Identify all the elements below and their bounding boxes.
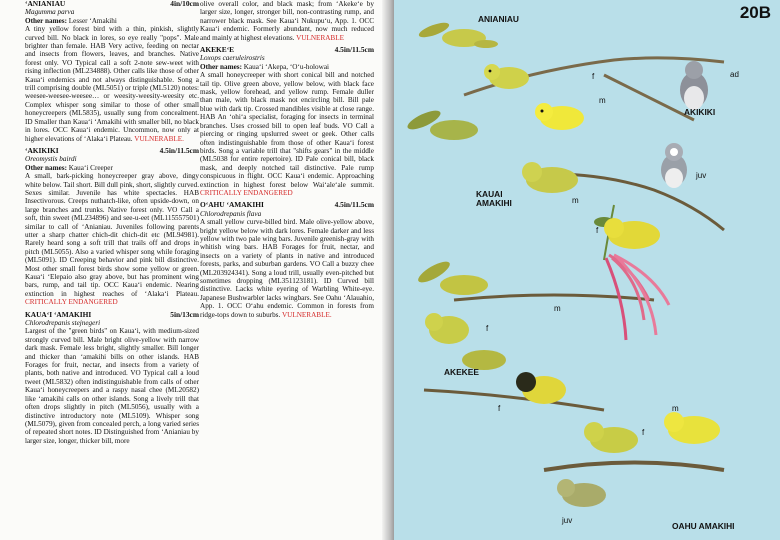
- scientific-name: Chlorodrepanis stejnegeri: [25, 319, 101, 328]
- sex-label: f: [498, 404, 501, 413]
- species-description: olive overall color, and black mask; from ʻAkekeʻe by larger size, longer, stronger bill, non-contrasting rump, and narrower black mask. See Kauaʻi Nukupuʻu, App. 1. OCC Kauaʻi endemic. Formerly abundant, now much reduced and mainly at highest elevations. VULNERABLE: [200, 0, 374, 42]
- species-description: A small yellow curve-billed bird. Male olive-yellow above, bright yellow below with dark lores. Female darker and less yellow with two pale wing bars. Juvenile greenish-gray with whitish wing bars. HAB Forages for fruit, nectar, and insects on a variety of plants in native and introduced forests, parks, and suburban gardens. VO Call a buzzy chee (ML203924341). Song a loud trill, usually even-pitched but sometimes dropping (ML351123181). ID Curved bill distinctive. Lacks white eyering of Warbling White-eye. Japanese Bushwarbler lacks wingbars. See Oahu ʻAlauahio, App. 1. OCC Oʻahu endemic. Common in forests from ridge-tops down to suburbs. VULNERABLE.: [200, 218, 374, 319]
- plate-page: [394, 0, 780, 540]
- sex-label: f: [592, 72, 595, 81]
- species-name: ʻANIANIAU: [25, 0, 66, 8]
- sex-label: m: [554, 304, 561, 313]
- species-size: 5in/13cm: [170, 309, 199, 319]
- species-entry: [200, 46, 374, 197]
- entry-heading: [200, 201, 374, 209]
- sex-label: m: [672, 404, 679, 413]
- sex-label: m: [572, 196, 579, 205]
- oahu-amakihi-female: [584, 422, 638, 453]
- species-description: Largest of the "green birds" on Kauaʻi, with medium-sized strongly curved bill. Male bright olive-yellow with narrow dark mask. Female less bright, slightly smaller. Bill longer and thicker than ʻamakihi bills on other islands. HAB Forages for fruit, nectar, and insects from a variety of plants, both native and introduced. VO Typical call a loud tweet (ML5832) often indistinguishable from calls of other Kauaʻi honeycreepers and a raspy nasal chee (ML20582) like ʻamakihi calls on other islands. Song a lively trill that often drops slightly in pitch (ML5056), usually with a distinctive introductory note (ML5109). Whisper song (ML5079), given from concealed perch, a long varied series of repeated short notes. ID Distinguished from ʻAnianiau by larger size, longer, thicker bill, more: [25, 327, 199, 445]
- label-anianiau: ANIANIAU: [478, 14, 519, 24]
- species-name: AKEKEʻE: [200, 45, 235, 55]
- akekee-flying: [415, 258, 488, 295]
- left-text-page: [0, 0, 388, 540]
- akekee-female: [425, 313, 469, 344]
- anianiau-perched-male: [535, 103, 584, 130]
- species-size: 4.5in/11.5cm: [334, 45, 374, 55]
- other-names: Other names: Lesser ʻAmakihi: [25, 16, 117, 25]
- akikiki-adult: [680, 61, 708, 110]
- label-akekee: AKEKEE: [444, 367, 479, 377]
- other-names: Other names: Kauaʻi Creeper: [25, 163, 113, 172]
- oahu-amakihi-male: [664, 412, 720, 444]
- species-description: A small, bark-picking honeycreeper gray above, dingy white below. Tail short. Bill dull pink, short, slightly curved. Sexes similar. Juvenile has white spectacles. HAB Insectivorous. Creeps nuthatch-like, often upside-down, on large branches and trunks. Native forest only. VO Call a soft, thin sweet (ML234896) and see-u-eet (ML115557501) similar to call of ʻAnianiau. Juveniles following parents utter a sharp chatter chich-dit chich-dit etc (ML94981). Rarely heard song a soft trill that trails off and drops in pitch (ML5055). Also a varied whisper song while foraging (ML5091). ID Creeping behavior and pink bill distinctive. Most other small forest birds show some yellow or green. Kauaʻi ʻElepaio also gray above, but has prominent wing bars, rump, and tail tip. OCC Kauaʻi endemic. Nearing extinction in highest reaches of ʻAlakaʻi Plateau. CRITICALLY ENDANGERED: [25, 172, 199, 307]
- scientific-name: Loxops caeruleirostris: [200, 54, 265, 63]
- kauai-amakihi-male: [604, 218, 660, 249]
- akikiki-juvenile: [661, 143, 687, 188]
- conservation-status: CRITICALLY ENDANGERED: [200, 188, 293, 197]
- entry-heading: [25, 0, 199, 8]
- conservation-status: VULNERABLE: [296, 33, 345, 42]
- conservation-status: VULNERABLE.: [134, 134, 184, 143]
- oahu-amakihi-juvenile: [557, 479, 606, 507]
- text-column-right: [200, 0, 374, 323]
- kauai-amakihi-female: [522, 162, 578, 193]
- species-size: 4.5in/11.5cm: [159, 145, 199, 155]
- species-entry: [25, 147, 199, 307]
- species-entry: [200, 201, 374, 319]
- species-name: KAUAʻI ʻAMAKIHI: [25, 309, 92, 319]
- label-akikiki: AKIKIKI: [684, 107, 716, 117]
- conservation-status: CRITICALLY ENDANGERED: [25, 298, 118, 307]
- sex-label: juv: [562, 516, 573, 525]
- other-names: Other names: Kauaʻi ʻAkepa, ʻOʻu-holowai: [200, 62, 330, 71]
- scientific-name: Oreomystis bairdi: [25, 155, 77, 164]
- sex-label: f: [486, 324, 489, 333]
- conservation-status: VULNERABLE.: [281, 310, 332, 319]
- species-entry: [200, 0, 374, 42]
- kauai-amakihi-flying: [405, 107, 478, 140]
- entry-heading: [25, 147, 199, 155]
- species-entry: [25, 0, 199, 143]
- entry-heading: [25, 311, 199, 319]
- scientific-name: Magumma parva: [25, 8, 75, 17]
- anianiau-flying: [417, 20, 498, 48]
- label-oahu-amakihi: OAHU AMAKIHI: [672, 521, 735, 531]
- scientific-name: Chlorodrepanis flava: [200, 209, 262, 218]
- species-entry: [25, 311, 199, 446]
- species-size: 4in/10cm: [170, 0, 199, 8]
- species-description: A tiny yellow forest bird with a thin, pinkish, slightly curved bill. No black in lores, so eye really "pops". Male brighter than female. HAB Very active, feeding on nectar and insects from flowers, leaves, and branches. Native forest only. VO Typical call a soft 2-note sew-weet with rising inflection (ML234888). Other calls like those of other Kauaʻi endemics and not always distinguishable. Song a trill comprising double (ML5051) or triple (ML5120) notes: weesee-weesee-weesee… or weesity-weesity-weesity etc. Complex whisper song similar to those of other small honeycreepers (ML5835), usually sung from concealment. ID Smaller than Kauaʻi ʻAmakihi with smaller bill, no black in lores. OCC Kauaʻi endemic. Uncommon, now only at higher elevations of ʻAlakaʻi Plateau. VULNERABLE.: [25, 25, 199, 143]
- plate-number: 20B: [739, 3, 771, 22]
- sex-label: f: [642, 428, 645, 437]
- sex-label: f: [596, 226, 599, 235]
- species-description: A small honeycreeper with short conical bill and notched tail tip. Olive green above, yellow below, with black face mask, yellow forehead, and yellow rump. Female duller than male, with black mask not encircling bill. Bill pale blue with dark tip. Crossed mandibles visible at close range. HAB An ʻohiʻa specialist, foraging for insects in terminal branches. Uses crossed bill to open leaf buds. VO Call a piercing or ringing upslurred sweet or geek. Other calls often indistinguishable from those of other Kauaʻi forest birds. Song a variable trill that "shifts gears" in the middle (ML5038 for entire repertoire). ID Pale conical bill, black mask, and deeply notched tail distinctive. Pale rump conspicuous in flight. OCC Kauaʻi endemic. Approaching extinction in highest forest below Waiʻaleʻale summit. CRITICALLY ENDANGERED: [200, 71, 374, 197]
- species-name: ʻAKIKIKI: [25, 145, 59, 155]
- sex-label: ad: [730, 70, 739, 79]
- label-kauai-amakihi: KAUAI AMAKIHI: [476, 189, 512, 208]
- sex-label: m: [599, 96, 606, 105]
- bird-illustration: [394, 0, 780, 540]
- species-size: 4.5in/11.5cm: [334, 200, 374, 210]
- text-column-left: [25, 0, 199, 449]
- species-name: OʻAHU ʻAMAKIHI: [200, 200, 264, 210]
- entry-heading: [200, 46, 374, 54]
- sex-label: juv: [696, 171, 707, 180]
